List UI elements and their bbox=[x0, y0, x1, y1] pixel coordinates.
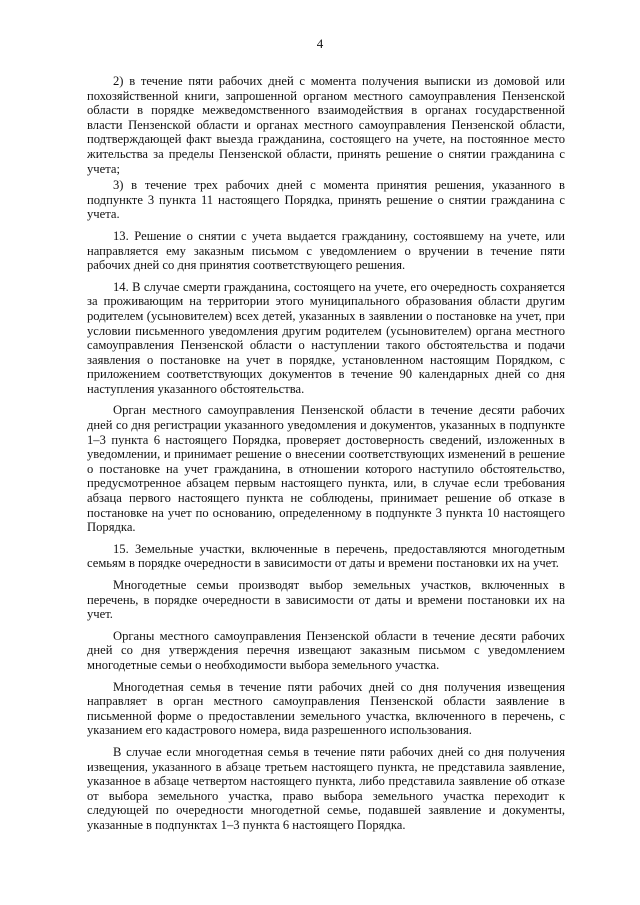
page-number: 4 bbox=[316, 36, 324, 51]
paragraph-12-item-2: 2) в течение пяти рабочих дней с момента получения выписки из домовой или похозяйственной книги, запрошенной органом местного самоуправления Пензенской области в порядке межведомственного взаимодействия в органах государственной власти Пензенской области и органах местного самоуправления Пензенской области, подтверждающей факт выезда гражданина, состоящего на учете, на постоянное место жительства за пределы Пензенской области, принять решение о снятии гражданина с учета; bbox=[87, 74, 565, 176]
paragraph-12-item-3: 3) в течение трех рабочих дней с момента принятия решения, указанного в подпункте 3 пункта 11 настоящего Порядка, принять решение о снятии гражданина с учета. bbox=[87, 178, 565, 222]
paragraph-15-part-5: В случае если многодетная семья в течение пяти рабочих дней со дня получения извещения, указанного в абзаце третьем настоящего пункта, не представила заявление, указанное в абзаце четвертом настоящего пункта, либо представила заявление об отказе от выбора земельного участка, право выбора земельного участка переходит к следующей по очередности многодетной семье, подавшей заявление и документы, указанные в подпунктах 1–3 пункта 6 настоящего Порядка. bbox=[87, 744, 565, 832]
paragraph-15-part-2: Многодетные семьи производят выбор земельных участков, включенных в перечень, в порядке очередности в зависимости от даты и времени постановки их на учет. bbox=[87, 578, 565, 622]
paragraph-15-part-4: Многодетная семья в течение пяти рабочих дней со дня получения извещения направляет в орган местного самоуправления Пензенской области заявление в письменной форме о предоставлении земельного участка, включенного в перечень, с указанием его кадастрового номера, вида разрешенного использования. bbox=[87, 679, 565, 738]
paragraph-13: 13. Решение о снятии с учета выдается гражданину, состоявшему на учете, или направляется ему заказным письмом с уведомлением о вручении в течение пяти рабочих дней со дня принятия соответствующего решения. bbox=[87, 228, 565, 273]
paragraph-14-part-2: Орган местного самоуправления Пензенской области в течение десяти рабочих дней со дня регистрации указанного уведомления и документов, указанных в подпункте 1–3 пункта 6 настоящего Порядка, проверяет достоверность сведений, изложенных в уведомлении, и принимает решение о внесении соответствующих изменений в решение о постановке на учет гражданина, в отношении которого наступило обстоятельство, предусмотренное абзацем первым настоящего пункта, или, в случае если требования абзаца первого настоящего пункта не соблюдены, принимает решение об отказе в постановке на учет по основанию, определенному в подпункте 3 пункта 10 настоящего Порядка. bbox=[87, 403, 565, 535]
paragraph-15: 15. Земельные участки, включенные в перечень, предоставляются многодетным семьям в порядке очередности в зависимости от даты и времени постановки их на учет. bbox=[87, 541, 565, 571]
paragraph-14: 14. В случае смерти гражданина, состоящего на учете, его очередность сохраняется за проживающим на территории этого муниципального образования области другим родителем (усыновителем) всех детей, указанных в заявлении о постановке на учет, при условии письменного уведомления другим родителем (усыновителем) органа местного самоуправления Пензенской области о наступлении такого обстоятельства и подачи заявления о постановке на учет в порядке, установленном настоящим Порядком, с приложением соответствующих документов в течение 90 календарных дней со дня наступления указанного обстоятельства. bbox=[87, 279, 565, 396]
document-body bbox=[87, 74, 565, 840]
paragraph-15-part-3: Органы местного самоуправления Пензенской области в течение десяти рабочих дней со дня утверждения перечня извещают заказным письмом с уведомлением многодетные семьи о необходимости выбора земельного участка. bbox=[87, 628, 565, 672]
